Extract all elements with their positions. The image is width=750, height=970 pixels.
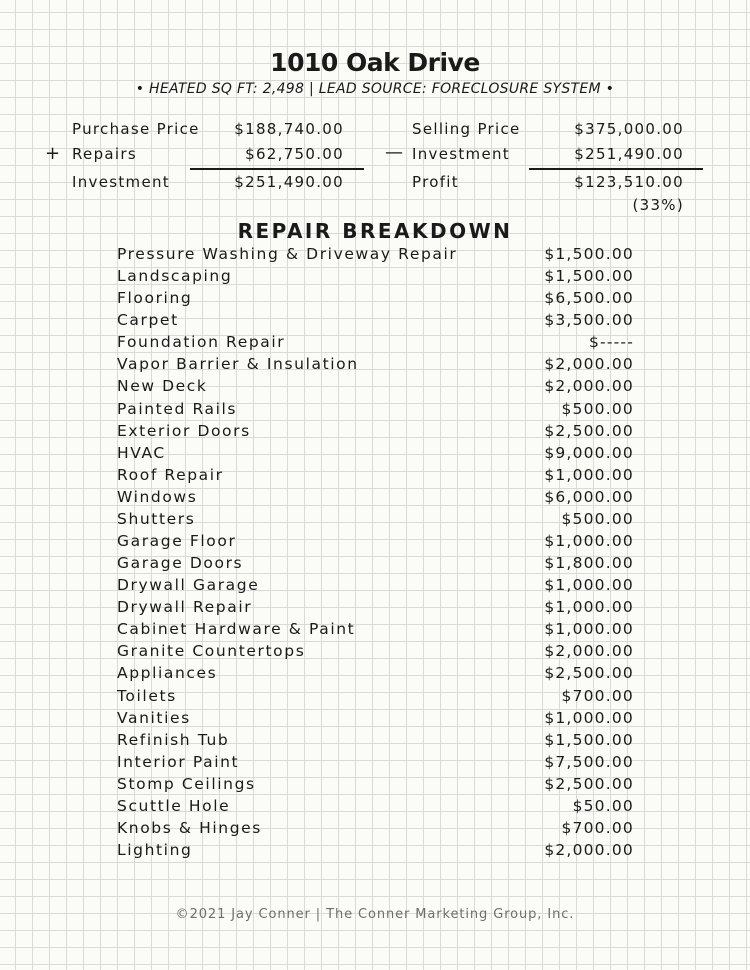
investment-subtract-label: Investment — [412, 145, 510, 163]
repair-item-name: New Deck — [117, 377, 208, 396]
repair-item-name: Pressure Washing & Driveway Repair — [117, 245, 458, 263]
repair-item-cost: $2,500.00 — [544, 774, 634, 793]
repair-item-name: HVAC — [117, 443, 166, 462]
property-subtitle: • HEATED SQ FT: 2,498 | LEAD SOURCE: FORECLOSURE SYSTEM • — [135, 81, 615, 97]
repair-item-name: Knobs & Hinges — [117, 819, 262, 838]
repair-item-name: Exterior Doors — [117, 421, 251, 440]
repair-item-cost: $6,000.00 — [544, 487, 634, 506]
repair-row — [0, 333, 750, 355]
repair-row — [0, 642, 750, 664]
repair-row — [0, 311, 750, 333]
repair-item-name: Refinish Tub — [117, 730, 230, 749]
repair-row — [0, 731, 750, 753]
repair-item-cost: $500.00 — [561, 509, 634, 528]
repair-item-name: Vanities — [117, 708, 191, 727]
copyright-footer: ©2021 Jay Conner | The Conner Marketing Group, Inc. — [175, 907, 575, 922]
repair-item-name: Scuttle Hole — [117, 796, 231, 815]
selling-price-value: $375,000.00 — [574, 120, 684, 138]
repair-list — [0, 245, 750, 863]
repairs-value: $62,750.00 — [245, 145, 344, 163]
investment-subtract-value: $251,490.00 — [574, 145, 684, 163]
repair-item-cost: $1,000.00 — [544, 532, 634, 551]
repair-row — [0, 488, 750, 510]
repair-item-name: Interior Paint — [117, 752, 240, 771]
repair-row — [0, 598, 750, 620]
repair-item-cost: $2,500.00 — [544, 421, 634, 440]
purchase-price-label: Purchase Price — [72, 120, 200, 138]
minus-operator: — — [385, 142, 405, 163]
repair-item-name: Windows — [117, 487, 198, 506]
repair-item-cost: $2,500.00 — [544, 664, 634, 683]
repair-item-cost: $3,500.00 — [544, 311, 634, 330]
repair-item-cost: $----- — [588, 333, 634, 352]
page-title: 1010 Oak Drive — [270, 48, 480, 77]
repair-item-name: Landscaping — [117, 267, 233, 286]
repair-row — [0, 576, 750, 598]
repair-item-cost: $2,000.00 — [544, 642, 634, 661]
repair-row — [0, 422, 750, 444]
repair-item-cost: $2,000.00 — [544, 841, 634, 860]
repairs-label: Repairs — [72, 145, 137, 163]
repair-item-cost: $1,000.00 — [544, 708, 634, 727]
repair-item-cost: $1,500.00 — [544, 730, 634, 749]
repair-item-name: Appliances — [117, 664, 218, 683]
selling-price-label: Selling Price — [412, 120, 521, 138]
repair-item-name: Carpet — [117, 311, 179, 330]
repair-item-cost: $1,800.00 — [544, 554, 634, 573]
repair-item-name: Garage Floor — [117, 532, 237, 551]
repair-row — [0, 664, 750, 686]
repair-item-cost: $1,000.00 — [544, 576, 634, 595]
repair-item-cost: $1,500.00 — [544, 245, 634, 263]
repair-row — [0, 377, 750, 399]
repair-row — [0, 554, 750, 576]
repair-row — [0, 819, 750, 841]
repair-item-name: Garage Doors — [117, 554, 244, 573]
repair-item-cost: $6,500.00 — [544, 289, 634, 308]
repair-item-name: Drywall Repair — [117, 598, 253, 617]
repair-item-name: Lighting — [117, 841, 193, 860]
profit-value: $123,510.00 — [574, 173, 684, 191]
repair-item-cost: $7,500.00 — [544, 752, 634, 771]
repair-row — [0, 797, 750, 819]
profit-label: Profit — [412, 173, 459, 191]
repair-item-name: Painted Rails — [117, 399, 238, 418]
repair-item-cost: $9,000.00 — [544, 443, 634, 462]
repair-row — [0, 444, 750, 466]
repair-item-name: Stomp Ceilings — [117, 774, 256, 793]
difference-rule — [529, 168, 703, 170]
purchase-price-value: $188,740.00 — [234, 120, 344, 138]
profit-percent: (33%) — [632, 196, 684, 214]
repair-item-name: Foundation Repair — [117, 333, 286, 352]
investment-label: Investment — [72, 173, 170, 191]
repair-row — [0, 510, 750, 532]
repair-item-name: Drywall Garage — [117, 576, 260, 595]
investment-value: $251,490.00 — [234, 173, 344, 191]
repair-row — [0, 400, 750, 422]
repair-row — [0, 687, 750, 709]
repair-item-cost: $700.00 — [561, 686, 634, 705]
repair-item-name: Toilets — [117, 686, 177, 705]
repair-row — [0, 775, 750, 797]
repair-row — [0, 245, 750, 267]
repair-item-cost: $500.00 — [561, 399, 634, 418]
repair-item-cost: $1,000.00 — [544, 620, 634, 639]
repair-row — [0, 355, 750, 377]
repair-row — [0, 753, 750, 775]
repair-item-name: Vapor Barrier & Insulation — [117, 355, 359, 374]
repair-row — [0, 289, 750, 311]
sum-rule — [190, 168, 364, 170]
repair-item-cost: $700.00 — [561, 819, 634, 838]
repair-item-cost: $1,000.00 — [544, 598, 634, 617]
repair-item-cost: $50.00 — [572, 796, 634, 815]
repair-item-cost: $2,000.00 — [544, 355, 634, 374]
repair-row — [0, 620, 750, 642]
plus-operator: + — [45, 143, 62, 164]
repair-row — [0, 841, 750, 863]
repair-item-name: Roof Repair — [117, 465, 224, 484]
repair-item-cost: $1,000.00 — [544, 465, 634, 484]
repair-item-cost: $1,500.00 — [544, 267, 634, 286]
repair-breakdown-heading: REPAIR BREAKDOWN — [237, 219, 513, 243]
repair-row — [0, 466, 750, 488]
repair-item-name: Cabinet Hardware & Paint — [117, 620, 356, 639]
repair-item-name: Flooring — [117, 289, 193, 308]
repair-item-cost: $2,000.00 — [544, 377, 634, 396]
repair-item-name: Shutters — [117, 509, 196, 528]
repair-row — [0, 709, 750, 731]
repair-item-name: Granite Countertops — [117, 642, 306, 661]
repair-row — [0, 532, 750, 554]
repair-row — [0, 267, 750, 289]
